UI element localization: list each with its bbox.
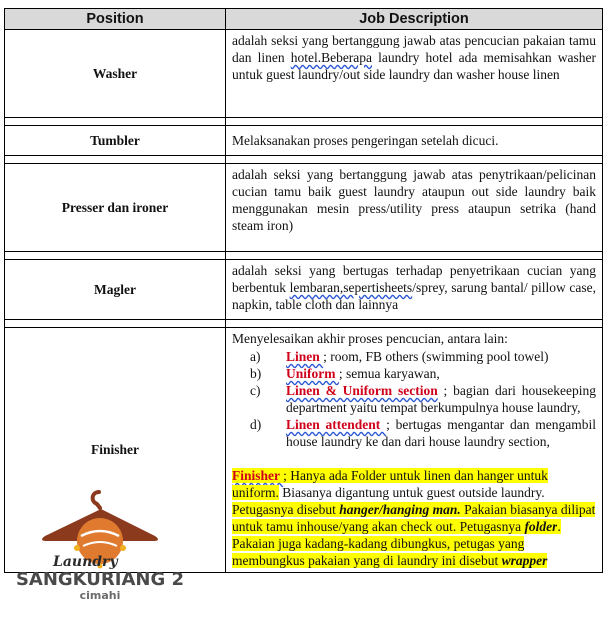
list-term: Linen attendent <box>286 417 387 432</box>
list-item <box>232 382 596 416</box>
description-finisher <box>226 328 603 573</box>
list-text: room, FB others (swimming pool towel) <box>326 349 549 364</box>
list-marker: d) <box>250 417 262 432</box>
list-marker: b) <box>250 366 262 381</box>
note-text-2: Biasanya digantung untuk guest outside laundry. <box>278 485 545 500</box>
list-item <box>232 365 596 382</box>
position-finisher <box>5 328 226 602</box>
description-washer <box>226 30 603 118</box>
magler-text-squig: lembaran,sepertisheets <box>289 280 413 295</box>
table-header-row <box>5 9 603 30</box>
note-term: Finisher <box>232 468 284 483</box>
description-magler <box>226 260 603 320</box>
washer-text-b: laundry hotel ada memisahkan washer untuk guest laundry/out side laundry dan washer house linen <box>232 50 596 82</box>
table-row-washer <box>5 30 603 118</box>
list-text: bagian dari housekeeping department yaitu tempat berkumpulnya house laundry, <box>286 383 596 415</box>
position-tumbler: Tumbler <box>5 126 226 156</box>
magler-text-a: adalah seksi yang bertugas terhadap penyetrikaan cucian yang berbentuk <box>232 263 596 295</box>
finisher-gap <box>232 450 596 467</box>
list-sep: ; <box>323 349 327 364</box>
laundry-sangkuriang-logo <box>15 488 185 608</box>
list-marker: a) <box>250 349 261 364</box>
header-job-description: Job Description <box>226 9 603 30</box>
list-item <box>232 348 596 365</box>
list-marker: c) <box>250 383 261 398</box>
finisher-note <box>232 467 596 569</box>
finisher-list <box>232 348 596 450</box>
list-text: semua karyawan, <box>342 366 440 381</box>
note-text-8: Pakaian juga kadang-kadang dibungkus, petugas yang membungkus pakaian yang di laundry ini disebut <box>232 536 525 568</box>
note-text-7: . <box>557 519 561 534</box>
finisher-intro: Menyelesaikan akhir proses pencucian, antara lain: <box>232 331 508 346</box>
logo-script-text: Laundry <box>53 554 118 570</box>
note-text-1: Hanya ada Folder untuk linen dan hanger untuk uniform. <box>232 468 548 500</box>
description-tumbler: Melaksanakan proses pengeringan setelah dicuci. <box>226 126 603 156</box>
position-presser-ironer: Presser dan ironer <box>5 164 226 252</box>
table-spacer-row <box>5 156 603 164</box>
table-row-finisher <box>5 328 603 573</box>
hanger-hook-icon <box>93 492 100 508</box>
note-text-9: wrapper <box>501 553 548 568</box>
list-item <box>232 416 596 450</box>
list-sep: ; <box>437 383 448 398</box>
list-term: Uniform <box>286 366 339 381</box>
list-sep: ; <box>338 366 343 381</box>
logo-city-text: cimahi <box>79 589 121 602</box>
header-position: Position <box>5 9 226 30</box>
table-spacer-row <box>5 118 603 126</box>
logo-dot-icon <box>74 545 80 551</box>
list-term: Linen <box>286 349 324 364</box>
job-description-table <box>4 8 603 602</box>
washer-text-a: adalah seksi yang bertanggung jawab atas pencucian pakaian tamu dan linen <box>232 33 596 65</box>
magler-text-b: /sprey, sarung bantal/ pillow case, napkin, table cloth dan lainnya <box>232 280 596 312</box>
list-text: bertugas mengantar dan mengambil house laundry ke dan dari house laundry section, <box>286 417 596 449</box>
logo-dot-icon <box>120 545 126 551</box>
list-term: Linen & Uniform section <box>286 383 438 398</box>
note-text-4: hanger/hanging man. <box>339 502 461 517</box>
position-washer: Washer <box>5 30 226 118</box>
note-text-6: folder <box>524 519 558 534</box>
position-finisher-label: Finisher <box>90 442 139 457</box>
logo-name-text: SANGKURIANG 2 <box>15 569 185 590</box>
note-text-3: Petugasnya disebut <box>232 502 340 517</box>
table-row-presser <box>5 164 603 252</box>
position-magler: Magler <box>5 260 226 320</box>
description-presser-ironer: adalah seksi yang bertanggung jawab atas penytrikaan/pelicinan cucian tamu baik guest laundry ataupun out side laundry baik menggunakan mesin press/utility press ataupun setrika (hand steam iron) <box>226 164 603 252</box>
note-text-5: Pakaian biasanya dilipat untuk tamu inhouse/yang akan check out. Petugasnya <box>232 502 596 534</box>
table-row-magler <box>5 260 603 320</box>
table-spacer-row <box>5 252 603 260</box>
note-sep: ; <box>283 468 287 483</box>
table-row-tumbler <box>5 126 603 156</box>
washer-text-squig: hotel.Beberapa <box>290 50 373 65</box>
list-sep: ; <box>386 417 390 432</box>
table-spacer-row <box>5 320 603 328</box>
